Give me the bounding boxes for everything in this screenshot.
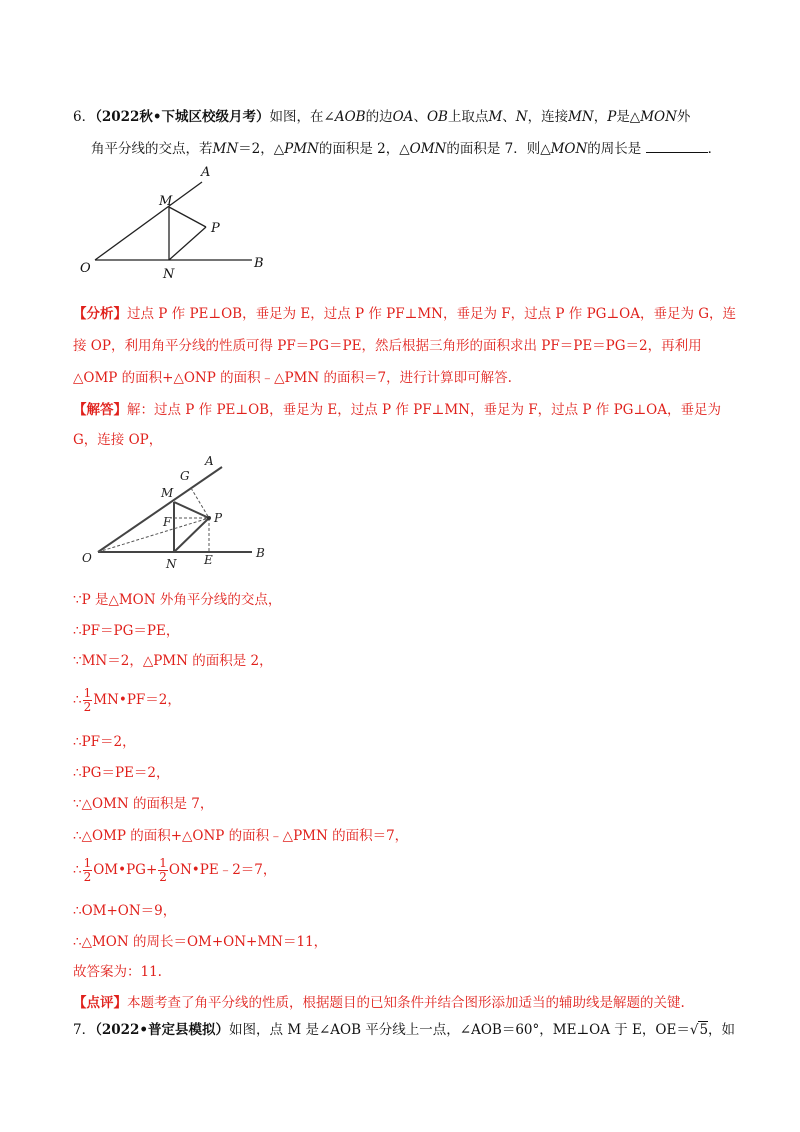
step-6: ∴PG＝PE＝2， [73,765,170,781]
step-7: ∵△OMN 的面积是 7， [73,796,214,812]
analysis-tag: 【分析】 [73,306,127,322]
ray-oa [95,182,202,260]
label-f: F [163,515,172,529]
label-g: G [180,469,190,483]
q6-number: 6． [73,109,96,125]
label-b-2: B [256,546,265,560]
label-b: B [254,256,264,271]
analysis-line1: 【分析】过点 P 作 PE⊥OB，垂足为 E，过点 P 作 PF⊥MN，垂足为 F，过点 P 作 PG⊥OA，垂足为 G，连 [73,306,737,322]
label-a-2: A [205,454,214,468]
ray-oa-2 [98,467,222,552]
label-m-2: M [161,486,174,500]
step-8: ∴△OMP 的面积+△ONP 的面积﹣△PMN 的面积＝7， [73,828,409,844]
fraction-half-1: $\frac{1}{2}$ [83,856,92,884]
q6-source: （2022秋•下城区校级月考） [95,109,270,125]
comment-tag: 【点评】 [73,995,127,1011]
q6-line1: 6．（2022秋•下城区校级月考）如图，在∠AOB的边OA、OB上取点M、N，连接MN，P是△MON外 [73,109,691,125]
point-p [207,516,211,520]
step-5: ∴PF＝2， [73,734,136,750]
step-2: ∴PF＝PG＝PE， [73,623,180,639]
analysis-line2: 接 OP，利用角平分线的性质可得 PF＝PG＝PE，然后根据三角形的面积求出 PF＝PE＝PG＝2，再利用 [73,338,702,354]
answer-blank[interactable] [646,140,708,153]
step-4: ∴ $\frac{1}{2}$ MN•PF＝2， [73,686,181,714]
step-11: ∴△MON 的周长＝OM+ON+MN＝11， [73,934,328,950]
figure-1 [70,160,280,285]
sqrt-symbol: √ [689,1022,699,1038]
sqrt-value: 5 [699,1022,709,1038]
step-3: ∵MN＝2，△PMN 的面积是 2， [73,653,273,669]
fraction-half-2: $\frac{1}{2}$ [159,856,167,884]
segment-mp [169,207,206,227]
q7-number: 7． [73,1022,96,1038]
label-a: A [201,165,211,180]
step-1: ∵P 是△MON 外角平分线的交点， [73,592,282,608]
step-10: ∴OM+ON＝9， [73,903,177,919]
label-e: E [204,553,213,567]
label-m: M [159,194,173,209]
step-9: ∴ $\frac{1}{2}$ OM•PG+ $\frac{1}{2}$ ON•PE﹣2＝7， [73,856,277,884]
q7-line1: 7．（2022•普定县模拟）如图，点 M 是∠AOB 平分线上一点，∠AOB＝60°，ME⊥OA 于 E，OE＝√5，如 [73,1022,736,1038]
step-12: 故答案为：11. [73,964,162,980]
q7-source: （2022•普定县模拟） [95,1022,230,1038]
solution-tag: 【解答】 [73,402,127,418]
segment-np [169,227,206,260]
analysis-line3: △OMP 的面积+△ONP 的面积﹣△PMN 的面积＝7，进行计算即可解答. [73,370,512,386]
figure-2 [72,452,287,577]
solution-line1: 【解答】解：过点 P 作 PE⊥OB，垂足为 E，过点 P 作 PF⊥MN，垂足为 F，过点 P 作 PG⊥OA，垂足为 [73,402,721,418]
label-p-2: P [214,511,223,525]
label-n: N [163,267,175,282]
label-o: O [80,261,91,276]
solution-line2: G，连接 OP， [73,432,163,448]
label-p: P [211,221,220,236]
comment-line: 【点评】本题考查了角平分线的性质，根据题目的已知条件并结合图形添加适当的辅助线是解题的关键. [73,995,685,1011]
label-o-2: O [82,551,92,565]
label-n-2: N [166,557,177,571]
q6-line2: 角平分线的交点，若MN＝2，△PMN的面积是 2，△OMN的面积是 7．则△MON的周长是 ． [91,141,722,157]
fraction-half: $\frac{1}{2}$ [83,686,92,714]
